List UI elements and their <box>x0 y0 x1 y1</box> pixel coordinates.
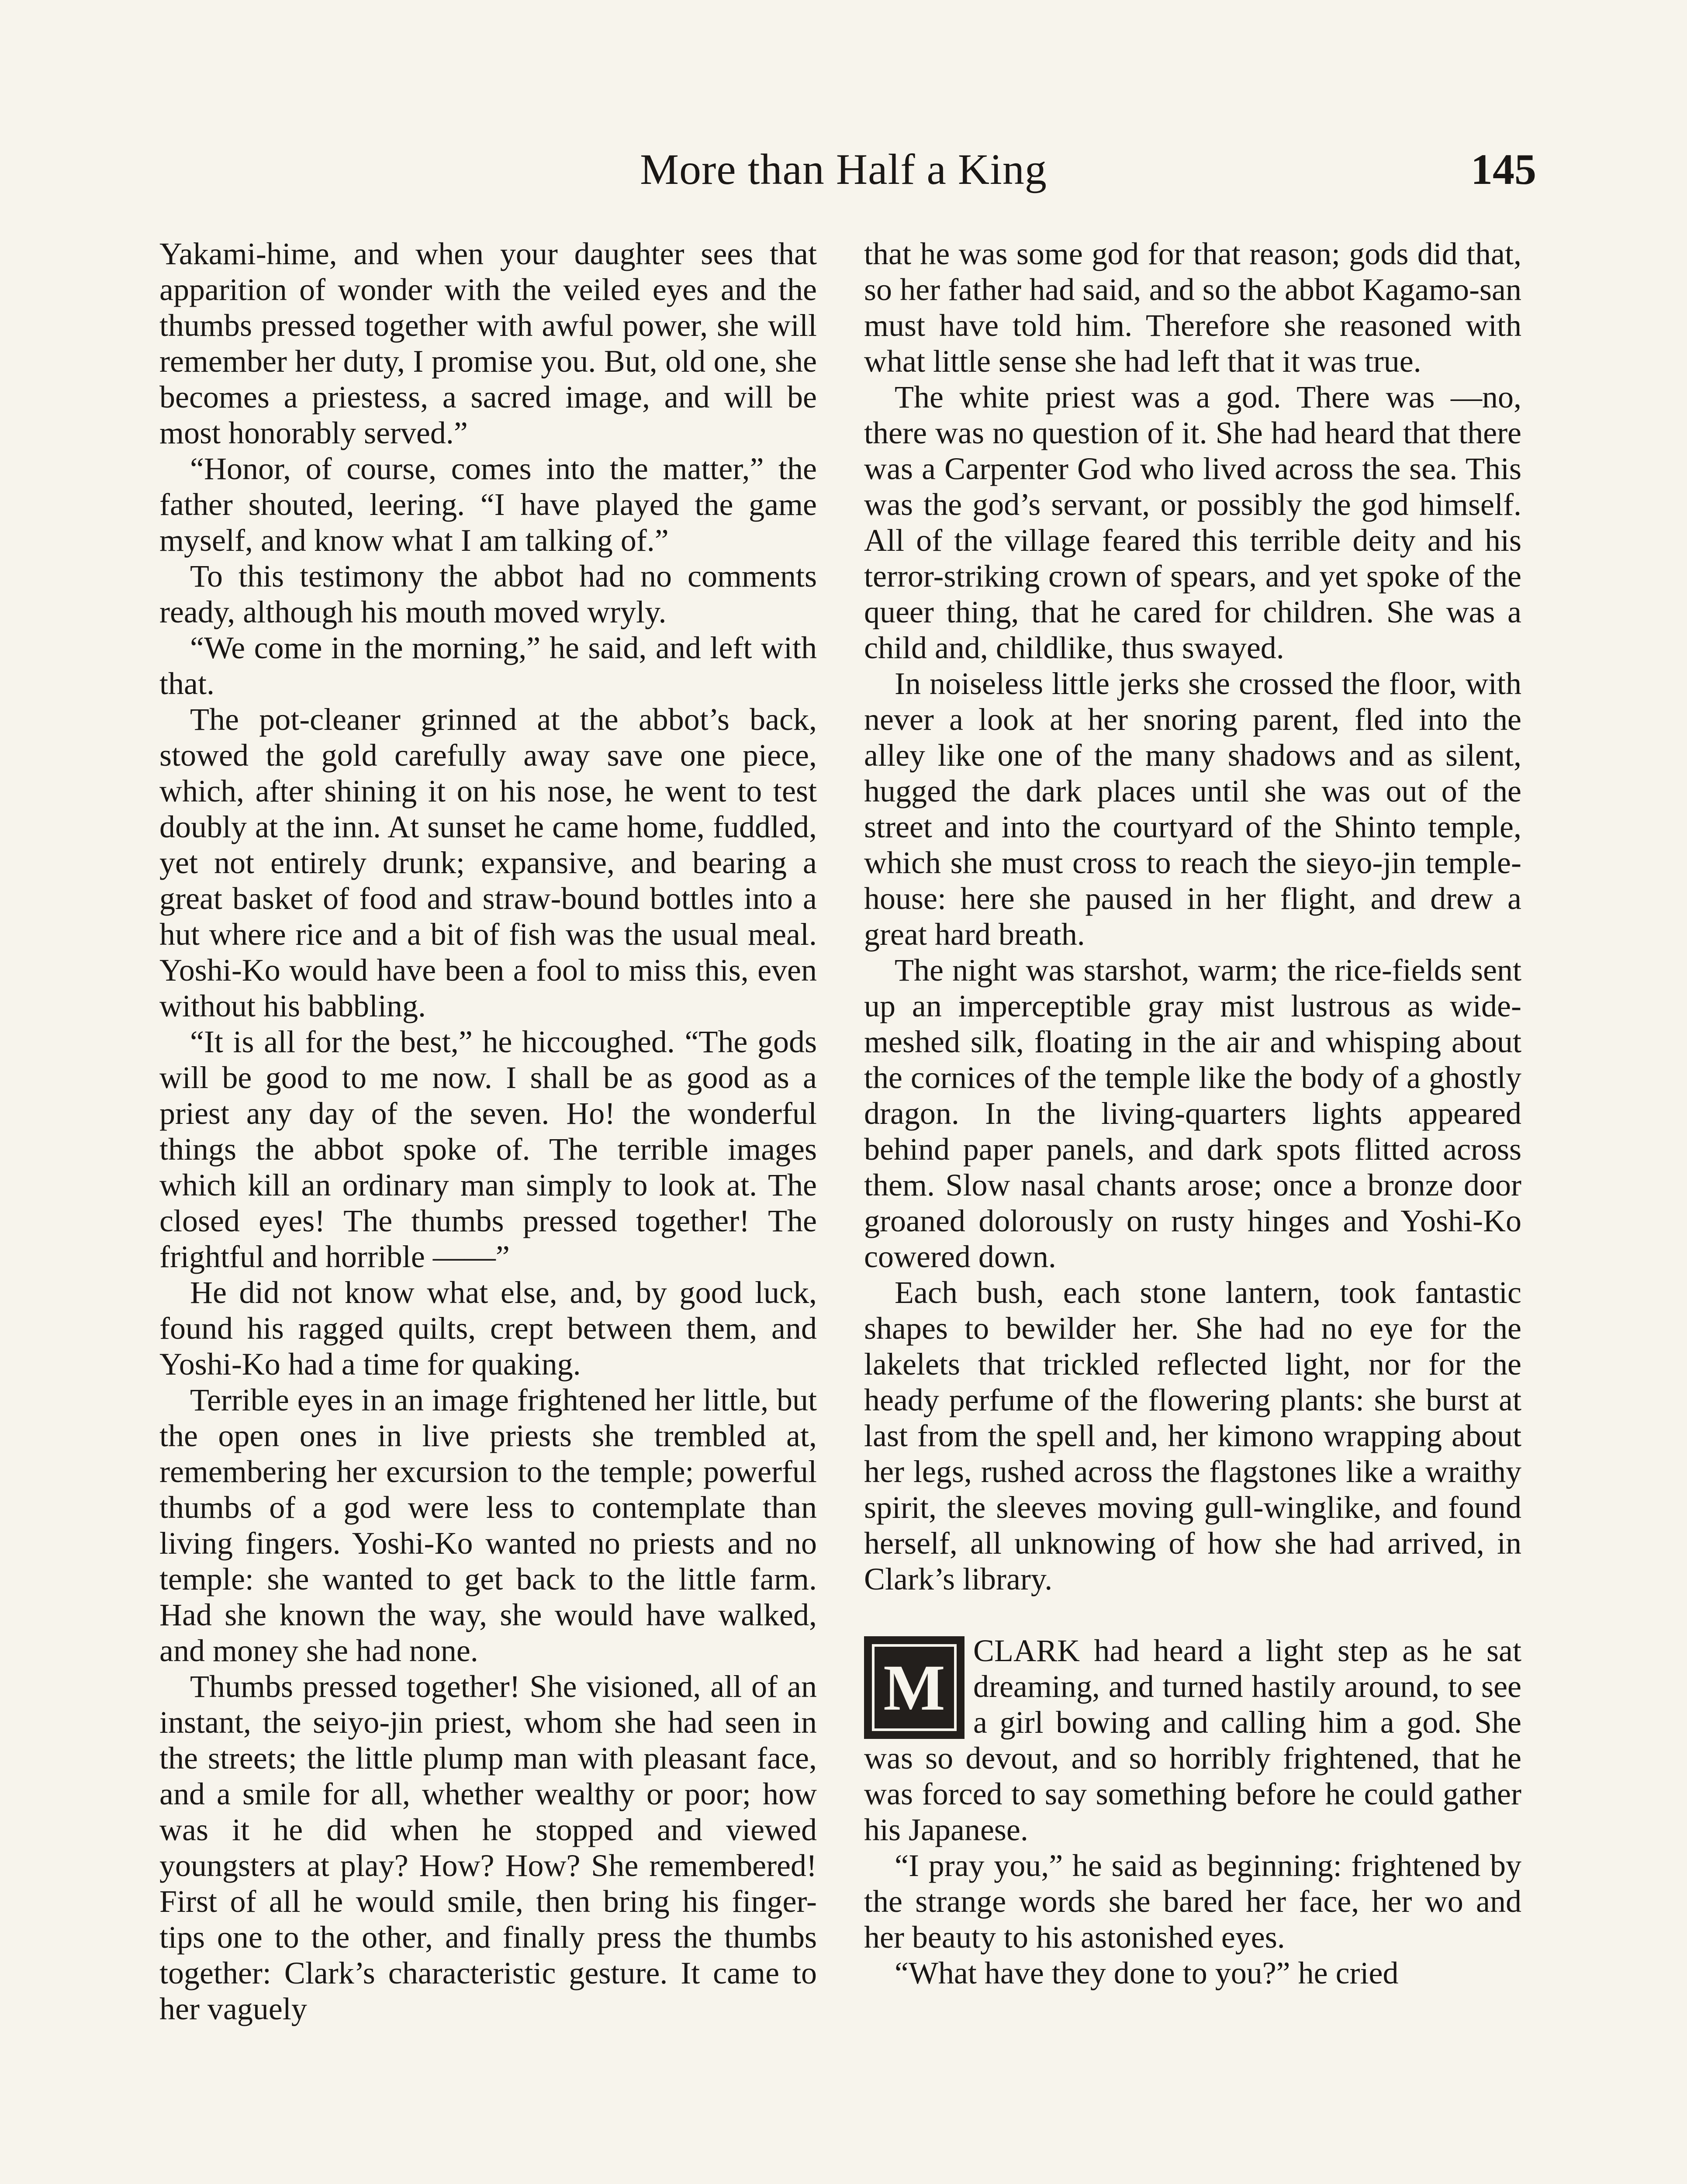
right-column <box>864 236 1521 2184</box>
paragraph: “Honor, of course, comes into the matter,” the father shouted, leering. “I have played the game myself, and know what I am talking of.” <box>159 451 817 558</box>
paragraph: Thumbs pressed together! She visioned, all of an instant, the seiyo-jin priest, whom she had seen in the streets; the little plump man with pleasant face, and a smile for all, whether wealthy or poor; how was it he did when he stopped and viewed youngsters at play? How? How? She remembered! First of all he would smile, then bring his finger-tips one to the other, and finally press the thumbs together: Clark’s characteristic gesture. It came to her vaguely <box>159 1669 817 2026</box>
dropcap-frame <box>872 1644 957 1731</box>
paragraph: The white priest was a god. There was —no, there was no question of it. She had heard that there was a Carpenter God who lived across the sea. This was the god’s servant, or possibly the god himself. All of the village feared this terrible deity and his terror-striking crown of spears, and yet spoke of the queer thing, that he cared for children. She was a child and, childlike, thus swayed. <box>864 380 1521 665</box>
section-opening-paragraph <box>864 1633 1521 1848</box>
paragraph: Yakami-hime, and when your daughter sees that apparition of wonder with the veiled eyes and the thumbs pressed together with awful power, she will remember her duty, I promise you. But, old one, she becomes a priestess, a sacred image, and will be most honorably served.” <box>159 236 817 450</box>
paragraph: “We come in the morning,” he said, and left with that. <box>159 630 817 701</box>
paragraph: The night was starshot, warm; the rice-fields sent up an imperceptible gray mist lustrous as wide-meshed silk, floating in the air and whisping about the cornices of the temple like the body of a ghostly dragon. In the living-quarters lights appeared behind paper panels, and dark spots flitted across them. Slow nasal chants arose; once a bronze door groaned dolorously on rusty hinges and Yoshi-Ko cowered down. <box>864 953 1521 1274</box>
paragraph: “It is all for the best,” he hiccoughed. “The gods will be good to me now. I shall be as good as a priest any day of the seven. Ho! the wonderful things the abbot spoke of. The terrible images which kill an ordinary man simply to look at. The closed eyes! The thumbs pressed together! The frightful and horrible ——” <box>159 1024 817 1274</box>
paragraph: The pot-cleaner grinned at the abbot’s back, stowed the gold carefully away save one piece, which, after shining it on his nose, he went to test doubly at the inn. At sunset he came home, fuddled, yet not entirely drunk; expansive, and bearing a great basket of food and straw-bound bottles into a hut where rice and a bit of fish was the usual meal. Yoshi-Ko would have been a fool to miss this, even without his babbling. <box>159 702 817 1023</box>
dropcap-ornament <box>864 1636 964 1739</box>
paragraph: In noiseless little jerks she crossed the floor, with never a look at her snoring parent, fled into the alley like one of the many shadows and as silent, hugged the dark places until she was out of the street and into the courtyard of the Shinto temple, which she must cross to reach the sieyo-jin temple-house: here she paused in her flight, and drew a great hard breath. <box>864 666 1521 952</box>
running-title: More than Half a King <box>640 145 1047 194</box>
paragraph: He did not know what else, and, by good luck, found his ragged quilts, crept between them, and Yoshi-Ko had a time for quaking. <box>159 1275 817 1382</box>
paragraph: “What have they done to you?” he cried <box>895 1956 1399 1990</box>
paragraph: that he was some god for that reason; gods did that, so her father had said, and so the abbot Kagamo-san must have told him. Therefore she reasoned with what little sense she had left that it was true. <box>864 236 1521 379</box>
paragraph: Terrible eyes in an image frightened her little, but the open ones in live priests she trembled at, remembering her excursion to the temple; powerful thumbs of a god were less to contemplate than living fingers. Yoshi-Ko wanted no priests and no temple: she wanted to get back to the little farm. Had she known the way, she would have walked, and money she had none. <box>159 1382 817 1668</box>
dropcap-letter: M <box>883 1651 945 1724</box>
page-header <box>0 144 1687 205</box>
section-opening-text: CLARK had heard a light step as he sat dreaming, and turned hastily around, to see a girl bowing and calling him a god. She was so devout, and so horribly frightened, that he was forced to say something before he could gather his Japanese. <box>864 1633 1521 1847</box>
paragraph: Each bush, each stone lantern, took fantastic shapes to bewilder her. She had no eye for the lakelets that trickled reflected light, nor for the heady perfume of the flowering plants: she burst at last from the spell and, her kimono wrapping about her legs, rushed across the flagstones like a wraithy spirit, the sleeves moving gull-winglike, and found herself, all unknowing of how she had arrived, in Clark’s library. <box>864 1275 1521 1597</box>
paragraph: “I pray you,” he said as beginning: frightened by the strange words she bared her face, her wo and her beauty to his astonished eyes. <box>864 1848 1521 1955</box>
page-number: 145 <box>1471 145 1536 194</box>
left-column <box>159 236 817 2184</box>
paragraph: To this testimony the abbot had no comments ready, although his mouth moved wryly. <box>159 559 817 629</box>
